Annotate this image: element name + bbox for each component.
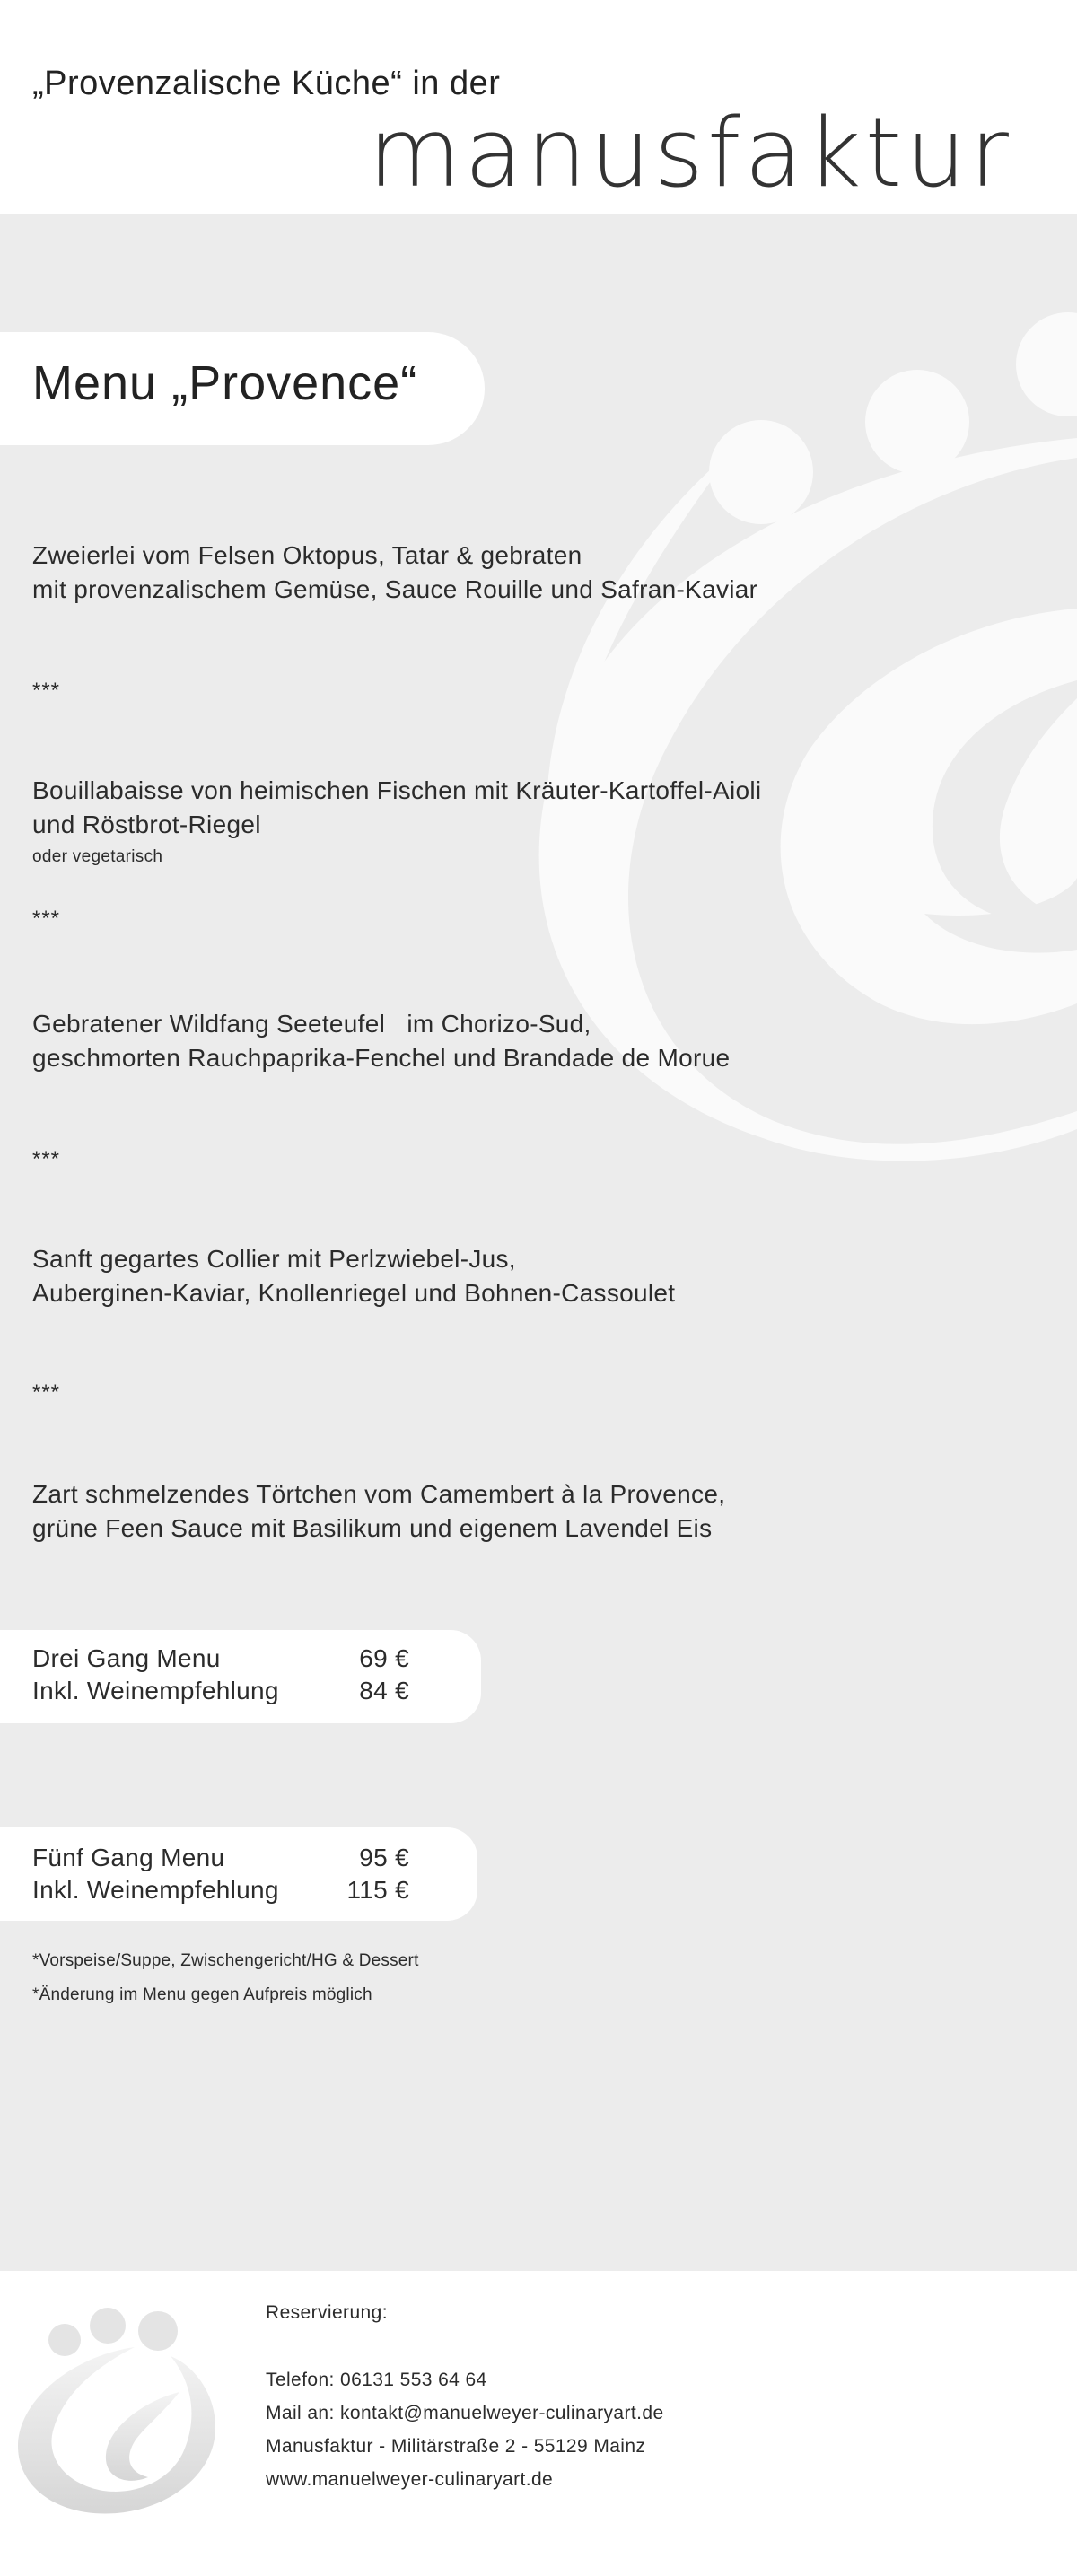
course-3-line-2: geschmorten Rauchpaprika-Fenchel und Brandade de Morue: [32, 1044, 731, 1072]
header: [0, 0, 1077, 214]
price-label: Inkl. Weinempfehlung: [32, 1677, 279, 1704]
contact-website[interactable]: www.manuelweyer-culinaryart.de: [266, 2469, 554, 2490]
course-1-line-1: Zweierlei vom Felsen Oktopus, Tatar & gebraten: [32, 541, 582, 569]
course-5-line-2: grüne Feen Sauce mit Basilikum und eigenem Lavendel Eis: [32, 1514, 713, 1542]
contact-mail[interactable]: Mail an: kontakt@manuelweyer-culinaryart.de: [266, 2403, 664, 2423]
course-4-line-2: Auberginen-Kaviar, Knollenriegel und Bohnen-Cassoulet: [32, 1279, 676, 1307]
course-2-line-1: Bouillabaisse von heimischen Fischen mit Kräuter-Kartoffel-Aioli: [32, 776, 762, 804]
price-label: Fünf Gang Menu: [32, 1844, 225, 1871]
price-value: 69 €: [359, 1644, 409, 1672]
header-subtitle: „Provenzalische Küche“ in der: [32, 65, 501, 102]
course-separator: ***: [32, 1380, 61, 1405]
course-3-line-1: Gebratener Wildfang Seeteufel im Chorizo-Sud,: [32, 1010, 591, 1038]
course-separator: ***: [32, 1147, 61, 1171]
menu-panel: [0, 214, 1077, 2271]
price-label: Drei Gang Menu: [32, 1644, 221, 1672]
swirl-dot-3: [1016, 312, 1077, 416]
course-5: [32, 1477, 840, 1546]
course-2-note: oder vegetarisch: [32, 847, 163, 866]
course-1-line-2: mit provenzalischem Gemüse, Sauce Rouille und Safran-Kaviar: [32, 575, 758, 603]
footnote-changes: *Änderung im Menu gegen Aufpreis möglich: [32, 1985, 372, 2004]
course-separator: ***: [32, 679, 61, 703]
course-4: [32, 1242, 840, 1310]
manufaktur-logo: manusfaktur: [368, 98, 1012, 208]
contact-phone[interactable]: Telefon: 06131 553 64 64: [266, 2370, 487, 2390]
course-separator: ***: [32, 907, 61, 931]
course-1: [32, 539, 840, 607]
swirl-dot-2: [865, 370, 969, 474]
course-5-line-1: Zart schmelzendes Törtchen vom Camembert à la Provence,: [32, 1480, 726, 1508]
swirl-dot-1: [709, 420, 813, 524]
footnote-courses: *Vorspeise/Suppe, Zwischengericht/HG & Dessert: [32, 1951, 419, 1970]
price-value: 95 €: [359, 1844, 409, 1871]
reservation-heading: Reservierung:: [266, 2302, 388, 2323]
price-label: Inkl. Weinempfehlung: [32, 1876, 279, 1904]
price-value: 84 €: [359, 1677, 409, 1704]
course-2-line-2: und Röstbrot-Riegel: [32, 810, 261, 838]
price-value: 115 €: [346, 1876, 409, 1904]
course-2: [32, 774, 840, 869]
course-4-line-1: Sanft gegartes Collier mit Perlzwiebel-Jus,: [32, 1245, 516, 1273]
course-3: [32, 1007, 840, 1075]
contact-address: Manusfaktur - Militärstraße 2 - 55129 Mainz: [266, 2436, 646, 2457]
footer-logo-icon: [0, 2293, 224, 2527]
menu-title: Menu „Provence“: [32, 356, 418, 410]
